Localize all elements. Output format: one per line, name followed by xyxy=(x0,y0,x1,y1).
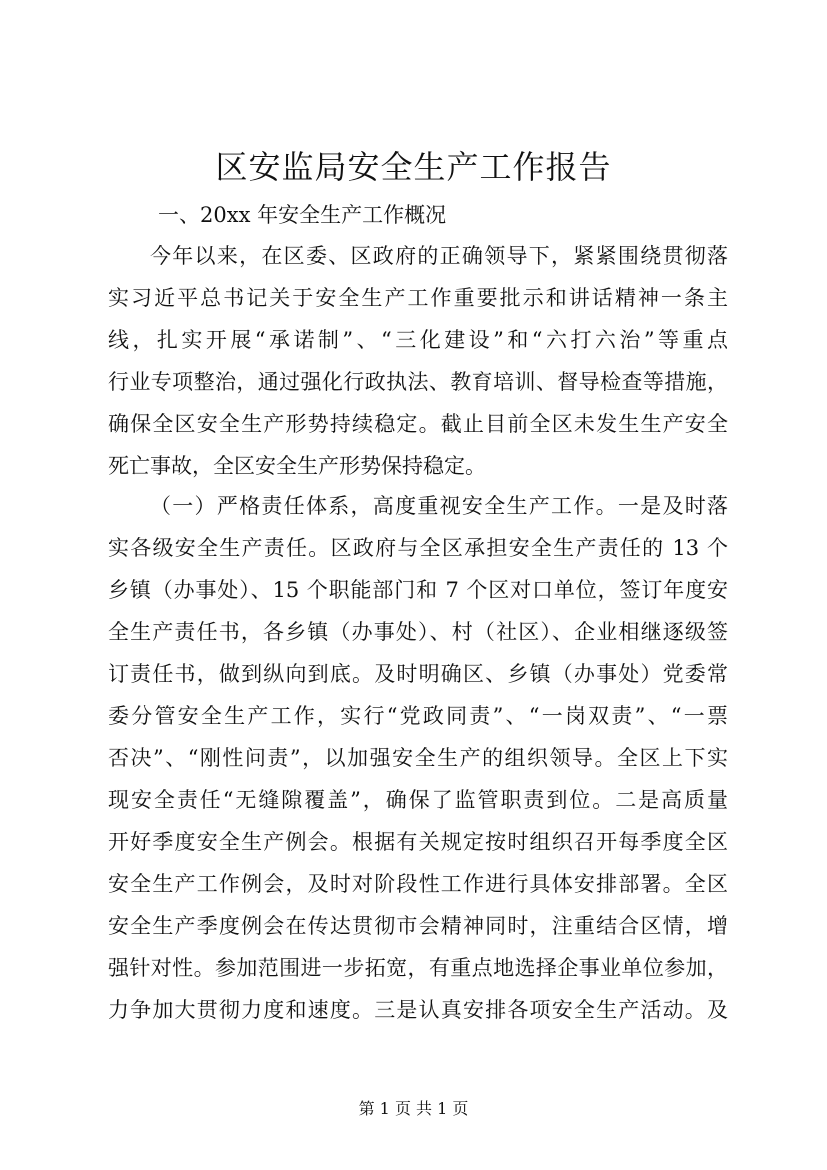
paragraph-line: 乡镇（办事处）、15 个职能部门和 7 个区对口单位，签订年度安 xyxy=(108,578,728,602)
paragraph-line: 开好季度安全生产例会。根据有关规定按时组织召开每季度全区 xyxy=(108,830,728,854)
document-title: 区安监局安全生产工作报告 xyxy=(215,148,612,186)
paragraph-line: 安全生产工作例会，及时对阶段性工作进行具体安排部署。全区 xyxy=(108,872,728,896)
paragraph-line: 线，扎实开展“承诺制”、“三化建设”和“六打六治”等重点 xyxy=(108,328,728,352)
section-heading: 一、20xx 年安全生产工作概况 xyxy=(158,203,447,227)
paragraph-line: 死亡事故，全区安全生产形势保持稳定。 xyxy=(108,454,486,478)
paragraph-line: 现安全责任“无缝隙覆盖”，确保了监管职责到位。二是高质量 xyxy=(108,788,728,812)
paragraph-line: 强针对性。参加范围进一步拓宽，有重点地选择企事业单位参加， xyxy=(108,956,728,980)
paragraph-line: 否决”、“刚性问责”，以加强安全生产的组织领导。全区上下实 xyxy=(108,746,728,770)
paragraph-line: 实习近平总书记关于安全生产工作重要批示和讲话精神一条主 xyxy=(108,286,728,310)
paragraph-line: 今年以来，在区委、区政府的正确领导下，紧紧围绕贯彻落 xyxy=(150,244,728,268)
paragraph-line: 订责任书，做到纵向到底。及时明确区、乡镇（办事处）党委常 xyxy=(108,662,728,686)
page-footer: 第 1 页 共 1 页 xyxy=(358,1099,469,1118)
paragraph-line: 安全生产季度例会在传达贯彻市会精神同时，注重结合区情，增 xyxy=(108,914,728,938)
paragraph-line: 行业专项整治，通过强化行政执法、教育培训、督导检查等措施， xyxy=(108,370,728,394)
paragraph-line: （一）严格责任体系，高度重视安全生产工作。一是及时落 xyxy=(150,494,728,518)
paragraph-line: 确保全区安全生产形势持续稳定。截止目前全区未发生生产安全 xyxy=(108,412,728,436)
paragraph-line: 全生产责任书，各乡镇（办事处）、村（社区）、企业相继逐级签 xyxy=(108,620,728,644)
paragraph-line: 力争加大贯彻力度和速度。三是认真安排各项安全生产活动。及 xyxy=(108,998,728,1022)
paragraph-line: 委分管安全生产工作，实行“党政同责”、“一岗双责”、“一票 xyxy=(108,704,728,728)
paragraph-line: 实各级安全生产责任。区政府与全区承担安全生产责任的 13 个 xyxy=(108,536,728,560)
